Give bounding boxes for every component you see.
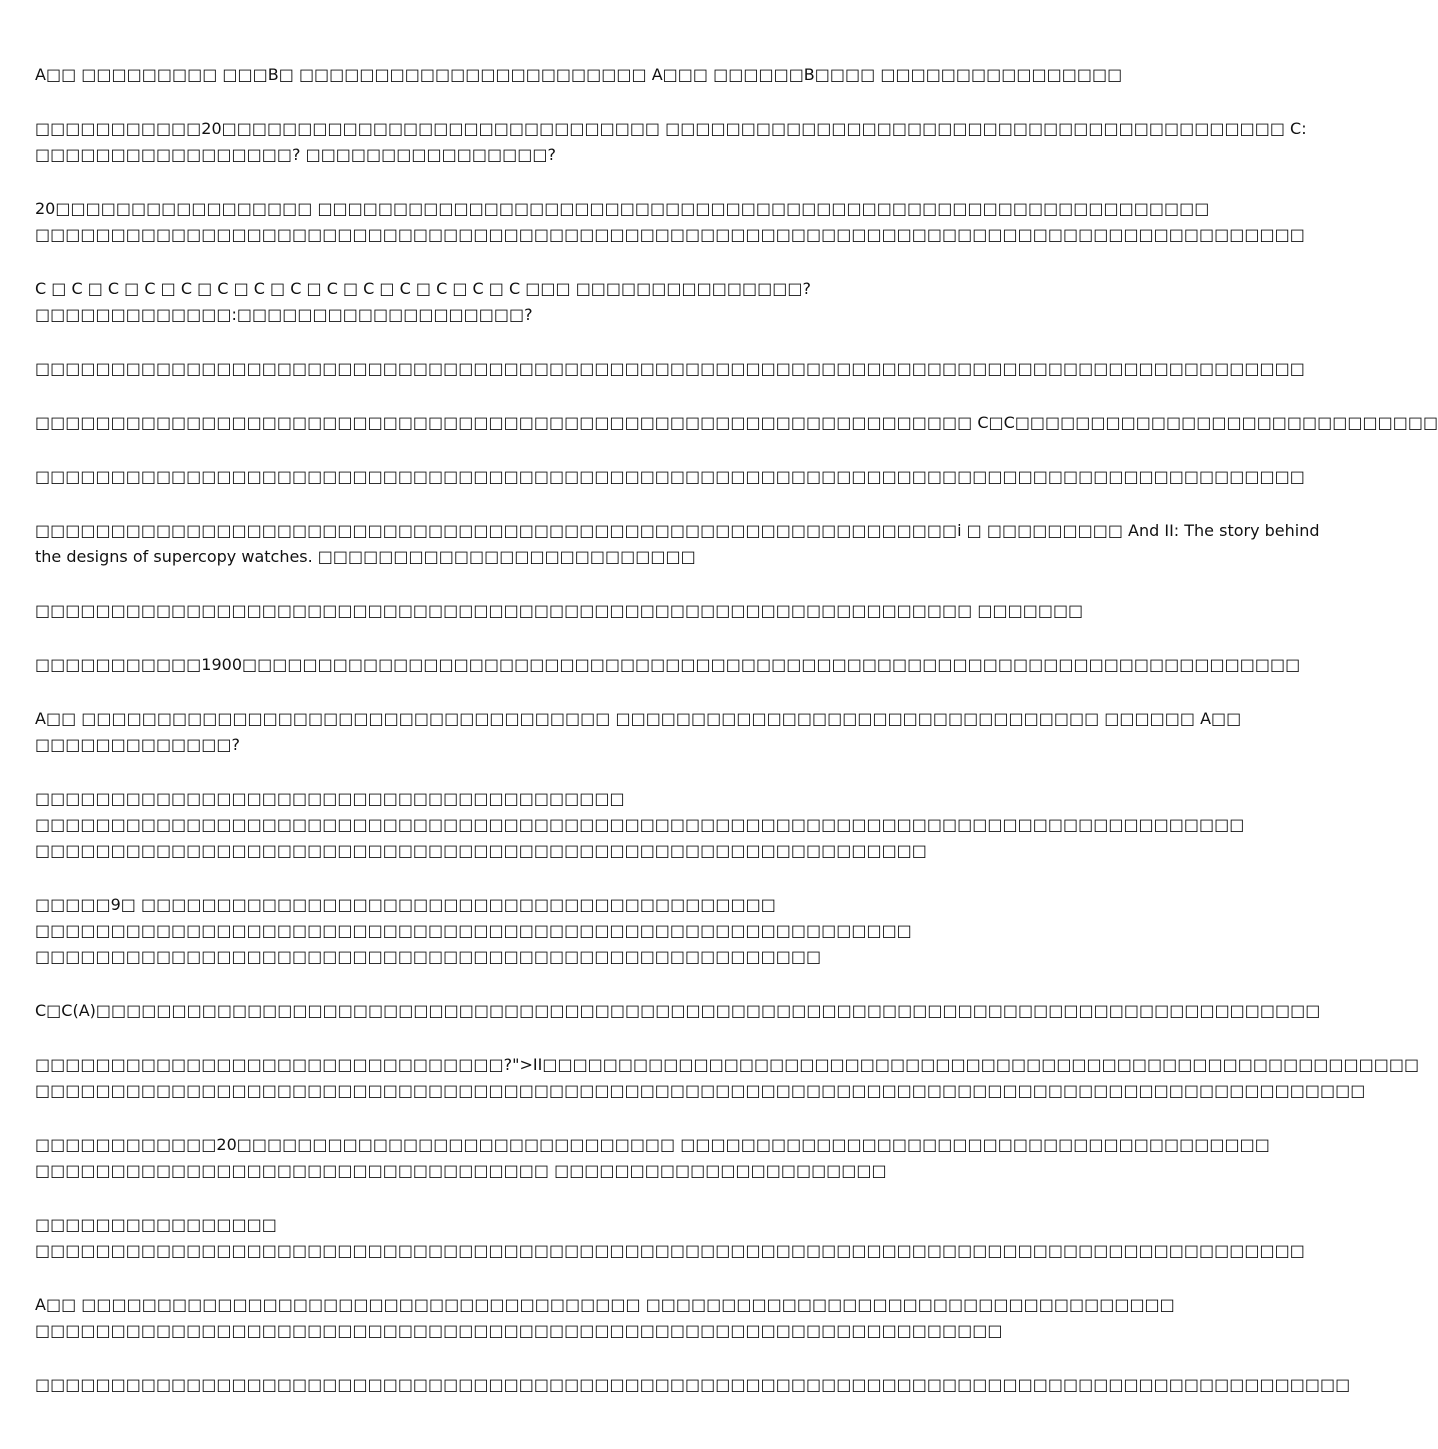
text-line: □□□□□□□□□□□□□□□□□□□□□□□□□□□□□□□□□□□□□□□□□□□□□□□□□□□□□□□□□□□□□□□□□□□□□□□□□□□□□□□□□□□□ bbox=[35, 467, 1305, 486]
text-line: the designs of supercopy watches. □□□□□□□□□□□□□□□□□□□□□□□□□ bbox=[35, 547, 696, 566]
text-line: C □ C □ C □ C □ C □ C □ C □ C □ C □ C □ C □ C □ C □ C □□□ □□□□□□□□□□□□□□□? bbox=[35, 279, 811, 298]
text-line: □□□□□□□□□□□□□□□□□□□□□□□□□□□□□□□□□□□□□□□ bbox=[35, 789, 625, 808]
paragraph bbox=[35, 518, 1320, 570]
text-line: □□□□□□□□□□□□□□□□□? □□□□□□□□□□□□□□□□? bbox=[35, 145, 556, 164]
text-line: □□□□□□□□□□□□□□□□□□□□□□□□□□□□□□□□□□□□□□□□□□□□□□□□□□□□□□□□□□□□□□□□□□□□□□□□□□□□□□□□□□□□□□□ bbox=[35, 1375, 1351, 1394]
text-line: □□□□□□□□□□□□□□□□□□□□□□□□□□□□□□□□□□□□□□□□□□□□□□□□□□□□□□□□□□□□□i □ □□□□□□□□□ And II: The story behind bbox=[35, 521, 1320, 540]
text-line: □□□□□□□□□□□□□□□□□□□□□□□□□□□□□□□□□□□□□□□□□□□□□□□□□□□□□□□□□□□□□□□□□□□□□□□□□□□□□□□□ bbox=[35, 815, 1245, 834]
paragraph bbox=[35, 116, 1307, 168]
text-line: 20□□□□□□□□□□□□□□□□□ □□□□□□□□□□□□□□□□□□□□□□□□□□□□□□□□□□□□□□□□□□□□□□□□□□□□□□□□□□□ bbox=[35, 199, 1210, 218]
paragraph bbox=[35, 1372, 1351, 1398]
paragraph bbox=[35, 706, 1242, 758]
text-line: □□□□□□□□□□□□□□□□□□□□□□□□□□□□□□□□□□□□□□□□□□□□□□□□□□□□□□□□□□□□□□ C□C□□□□□□□□□□□□□□□□□□□□□□□□□□□□ bbox=[35, 413, 1438, 432]
text-line: □□□□□□□□□□□□□□□□□□□□□□□□□□□□□□□□□□□□□□□□□□□□□□□□□□□□□□□□□□□ bbox=[35, 841, 927, 860]
text-line: A□□ □□□□□□□□□ □□□B□ □□□□□□□□□□□□□□□□□□□□□□□ A□□□ □□□□□□B□□□□ □□□□□□□□□□□□□□□□ bbox=[35, 65, 1123, 84]
text-line: □□□□□□□□□□□□□□□□□□□□□□□□□□□□□□□□□□□□□□□□□□□□□□□□□□□□□□□□□□□□□□□□□□□□□□□□□□□□□□□□□□□□ bbox=[35, 1241, 1305, 1260]
paragraph bbox=[35, 998, 1321, 1024]
text-line: □□□□□□□□□□□□□□□□□□□□□□□□□□□□□□□□□□□□□□□□□□□□□□□□□□□□□□□□□□□□□□□□□□□□□□□□□□□□□□□□□□□□□□□□ bbox=[35, 1081, 1366, 1100]
text-line: □□□□□□□□□□□□□□□□□□□□□□□□□□□□□□□□□□□□□□□□□□□□□□□□□□□□□□□□□□□□□□□□ bbox=[35, 1321, 1003, 1340]
text-line: □□□□□9□ □□□□□□□□□□□□□□□□□□□□□□□□□□□□□□□□□□□□□□□□□□ bbox=[35, 895, 776, 914]
text-line: □□□□□□□□□□□□□□□□□□□□□□□□□□□□□□□?">II□□□□□□□□□□□□□□□□□□□□□□□□□□□□□□□□□□□□□□□□□□□□□□□□□□□□□□□□□□ bbox=[35, 1055, 1420, 1074]
text-line: □□□□□□□□□□□1900□□□□□□□□□□□□□□□□□□□□□□□□□□□□□□□□□□□□□□□□□□□□□□□□□□□□□□□□□□□□□□□□□□□□□□ bbox=[35, 655, 1301, 674]
paragraph bbox=[35, 196, 1305, 248]
paragraph bbox=[35, 464, 1305, 490]
paragraph bbox=[35, 786, 1245, 864]
paragraph bbox=[35, 276, 990, 328]
paragraph bbox=[35, 598, 1084, 624]
paragraph bbox=[35, 1292, 1175, 1344]
paragraph bbox=[35, 1052, 1420, 1104]
text-line: A□□ □□□□□□□□□□□□□□□□□□□□□□□□□□□□□□□□□□□□□ □□□□□□□□□□□□□□□□□□□□□□□□□□□□□□□□□□□ bbox=[35, 1295, 1175, 1314]
paragraph bbox=[35, 410, 1438, 436]
text-line: □□□□□□□□□□□□□:□□□□□□□□□□□□□□□□□□□? bbox=[35, 305, 533, 324]
text-line: □□□□□□□□□□□□□□□□□□□□□□□□□□□□□□□□□□□□□□□□□□□□□□□□□□□□□□□□□□□□□□ □□□□□□□ bbox=[35, 601, 1084, 620]
text-line: □□□□□□□□□□□□□□□□□□□□□□□□□□□□□□□□□□□□□□□□□□□□□□□□□□□□□□□□□□□□□□□□□□□□□□□□□□□□□□□□□□□□ bbox=[35, 225, 1305, 244]
text-line: A□□ □□□□□□□□□□□□□□□□□□□□□□□□□□□□□□□□□□□ □□□□□□□□□□□□□□□□□□□□□□□□□□□□□□□□ □□□□□□ A□□ bbox=[35, 709, 1242, 728]
paragraph bbox=[35, 356, 1305, 382]
paragraph bbox=[35, 652, 1301, 678]
text-line: □□□□□□□□□□□□□□□□□□□□□□□□□□□□□□□□□□□□□□□□□□□□□□□□□□□□ bbox=[35, 947, 822, 966]
text-line: □□□□□□□□□□□20□□□□□□□□□□□□□□□□□□□□□□□□□□□□□ □□□□□□□□□□□□□□□□□□□□□□□□□□□□□□□□□□□□□□□□□ C: bbox=[35, 119, 1307, 138]
text-line: □□□□□□□□□□□□□□□□□□□□□□□□□□□□□□□□□□□□□□□□□□□□□□□□□□□□□□□□□□ bbox=[35, 921, 912, 940]
paragraph bbox=[35, 62, 1123, 88]
text-line: □□□□□□□□□□□□□□□□□□□□□□□□□□□□□□□□□□ □□□□□□□□□□□□□□□□□□□□□□ bbox=[35, 1161, 887, 1180]
text-line: □□□□□□□□□□□□□□□□□□□□□□□□□□□□□□□□□□□□□□□□□□□□□□□□□□□□□□□□□□□□□□□□□□□□□□□□□□□□□□□□□□□□ bbox=[35, 359, 1305, 378]
paragraph bbox=[35, 892, 990, 970]
text-line: □□□□□□□□□□□□□? bbox=[35, 735, 241, 754]
paragraph bbox=[35, 1132, 1270, 1184]
text-line: □□□□□□□□□□□□□□□□ bbox=[35, 1215, 277, 1234]
document-body bbox=[35, 62, 1438, 1426]
paragraph bbox=[35, 1212, 1305, 1264]
text-line: □□□□□□□□□□□□20□□□□□□□□□□□□□□□□□□□□□□□□□□□□□ □□□□□□□□□□□□□□□□□□□□□□□□□□□□□□□□□□□□□□□ bbox=[35, 1135, 1270, 1154]
text-line: C□C(A)□□□□□□□□□□□□□□□□□□□□□□□□□□□□□□□□□□□□□□□□□□□□□□□□□□□□□□□□□□□□□□□□□□□□□□□□□□□□□□□□□ bbox=[35, 1001, 1321, 1020]
